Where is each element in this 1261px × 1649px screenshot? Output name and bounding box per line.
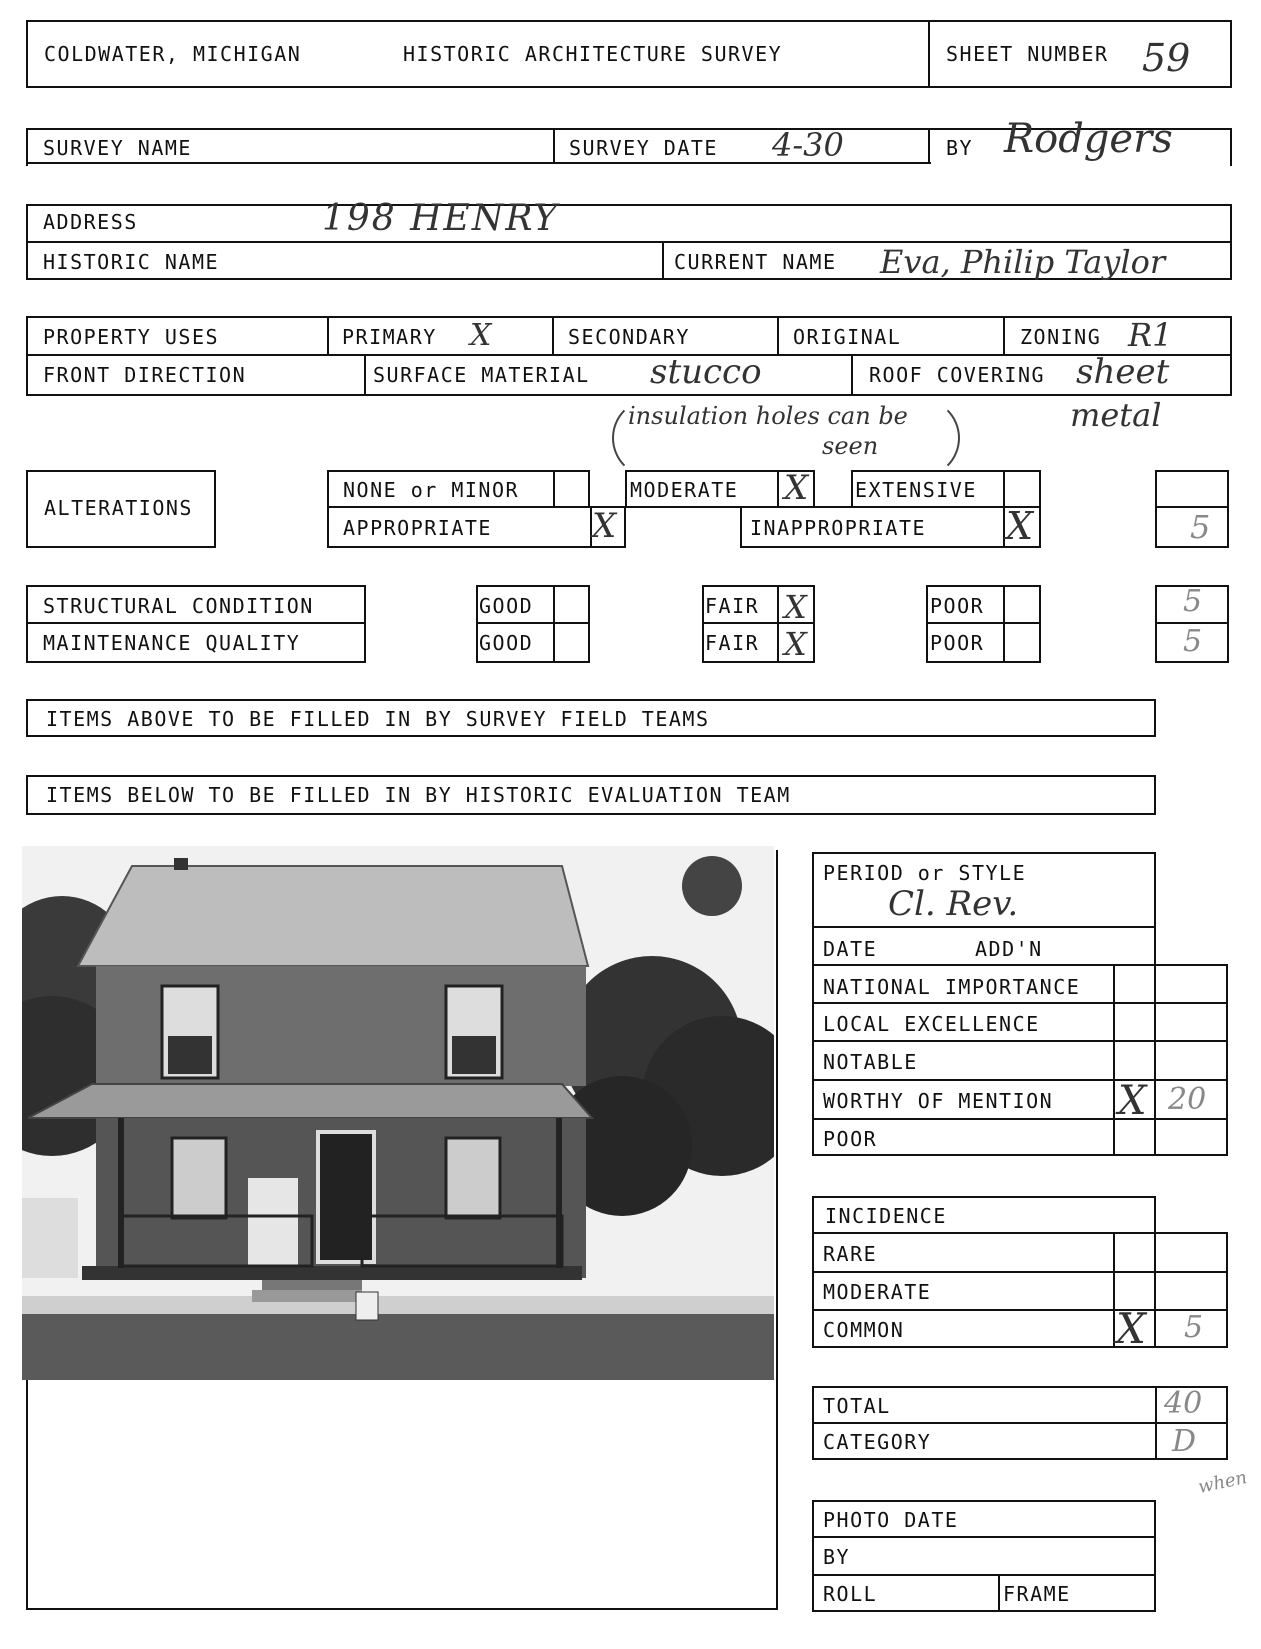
fair-label-2: FAIR [705, 631, 760, 655]
moderate-mark: X [784, 468, 809, 508]
prop-div-3 [777, 316, 779, 354]
structural-score[interactable]: 5 [1183, 584, 1203, 619]
sheet-number-value[interactable]: 59 [1142, 36, 1191, 80]
note-above: ITEMS ABOVE TO BE FILLED IN BY SURVEY FIELD TEAMS [46, 707, 710, 731]
survey-by-label: BY [946, 136, 974, 160]
evaluation-score-column [1155, 964, 1228, 1156]
inc-row-1 [812, 1232, 1228, 1234]
poor-group-divider [926, 622, 1041, 624]
good-checkbox-edge [553, 585, 555, 663]
local-excellence-label: LOCAL EXCELLENCE [823, 1012, 1040, 1036]
front-direction-label: FRONT DIRECTION [43, 363, 247, 387]
evaluation-checkbox-edge [1113, 964, 1115, 1156]
property-uses-label: PROPERTY USES [43, 325, 220, 349]
eval-row-1 [812, 964, 1228, 966]
zoning-label: ZONING [1020, 325, 1102, 349]
secondary-label: SECONDARY [568, 325, 690, 349]
structural-condition-label: STRUCTURAL CONDITION [43, 594, 314, 618]
worthy-score[interactable]: 20 [1168, 1082, 1207, 1117]
totals-score-edge [1155, 1386, 1157, 1460]
common-label: COMMON [823, 1318, 905, 1342]
inc-row-3 [812, 1309, 1228, 1311]
surface-note-line1: insulation holes can be [628, 402, 908, 430]
photo-info-row-1 [812, 1536, 1156, 1538]
header-title: HISTORIC ARCHITECTURE SURVEY [403, 42, 783, 66]
roof-covering-value[interactable]: sheet [1076, 352, 1170, 392]
good-label-1: GOOD [479, 594, 534, 618]
category-side-note: when [1196, 1467, 1249, 1498]
current-name-divider [662, 241, 664, 280]
notable-label: NOTABLE [823, 1050, 918, 1074]
roll-label: ROLL [823, 1582, 878, 1606]
photo-by-label: BY [823, 1545, 851, 1569]
prop-div-2 [552, 316, 554, 354]
incidence-checkbox-edge [1113, 1232, 1115, 1348]
eval-poor-label: POOR [823, 1127, 878, 1151]
poor-label-2: POOR [930, 631, 985, 655]
original-label: ORIGINAL [793, 325, 902, 349]
maintenance-score[interactable]: 5 [1183, 624, 1203, 659]
survey-left-edge [26, 128, 28, 166]
good-label-2: GOOD [479, 631, 534, 655]
roof-covering-label: ROOF COVERING [869, 363, 1046, 387]
extensive-label: EXTENSIVE [855, 478, 977, 502]
eval-date-label: DATE [823, 937, 878, 961]
fair-checkbox-edge [777, 585, 779, 663]
surface-material-label: SURFACE MATERIAL [373, 363, 590, 387]
inappropriate-mark: X [1006, 504, 1034, 548]
poor-label-1: POOR [930, 594, 985, 618]
common-score[interactable]: 5 [1184, 1310, 1204, 1345]
poor-checkbox-edge [1003, 585, 1005, 663]
structural-fair-mark[interactable]: X [784, 588, 807, 626]
address-label: ADDRESS [43, 210, 138, 234]
prop-div-5 [364, 354, 366, 396]
maintenance-fair-mark[interactable]: X [784, 625, 807, 663]
rare-label: RARE [823, 1242, 878, 1266]
survey-date-value[interactable]: 4-30 [772, 126, 844, 164]
appropriate-mark: X [592, 506, 617, 546]
historic-name-label: HISTORIC NAME [43, 250, 220, 274]
incidence-label: INCIDENCE [825, 1204, 947, 1228]
eval-row-2 [812, 1002, 1228, 1004]
extensive-checkbox[interactable] [1003, 470, 1041, 508]
property-divider [26, 354, 1232, 356]
maintenance-quality-label: MAINTENANCE QUALITY [43, 631, 301, 655]
period-style-label: PERIOD or STYLE [823, 861, 1027, 885]
address-value[interactable]: 198 HENRY [322, 198, 560, 239]
header-divider [928, 20, 930, 88]
header-city: COLDWATER, MICHIGAN [44, 42, 302, 66]
survey-by-value[interactable]: Rodgers [1004, 116, 1173, 162]
surface-note-line2: seen [822, 432, 879, 460]
primary-mark[interactable]: X [470, 318, 492, 353]
none-minor-label: NONE or MINOR [343, 478, 520, 502]
worthy-mark[interactable]: X [1118, 1078, 1147, 1124]
eval-row-3 [812, 1040, 1228, 1042]
survey-divider-1 [553, 128, 555, 164]
inc-row-2 [812, 1271, 1228, 1273]
category-value[interactable]: D [1172, 1424, 1197, 1459]
sheet-number-label: SHEET NUMBER [946, 42, 1109, 66]
surface-material-value[interactable]: stucco [650, 352, 762, 392]
worthy-of-mention-label: WORTHY OF MENTION [823, 1089, 1054, 1113]
prop-div-1 [327, 316, 329, 354]
inc-moderate-label: MODERATE [823, 1280, 932, 1304]
national-importance-label: NATIONAL IMPORTANCE [823, 975, 1081, 999]
alterations-score[interactable]: 5 [1190, 508, 1211, 546]
common-mark[interactable]: X [1116, 1304, 1146, 1353]
frame-label: FRAME [1003, 1582, 1071, 1606]
good-group-divider [476, 622, 590, 624]
prop-div-6 [851, 354, 853, 396]
roof-covering-value-2: metal [1070, 396, 1162, 434]
eval-addn-label: ADD'N [975, 937, 1043, 961]
survey-name-label: SURVEY NAME [43, 136, 192, 160]
survey-date-label: SURVEY DATE [569, 136, 718, 160]
total-label: TOTAL [823, 1394, 891, 1418]
fair-label-1: FAIR [705, 594, 760, 618]
house-photo-drawing [22, 846, 774, 1380]
frame-divider [998, 1574, 1000, 1612]
current-name-label: CURRENT NAME [674, 250, 837, 274]
alterations-label: ALTERATIONS [44, 496, 193, 520]
inappropriate-label: INAPPROPRIATE [750, 516, 927, 540]
house-photo [22, 846, 774, 1380]
category-label: CATEGORY [823, 1430, 932, 1454]
prop-div-4 [1003, 316, 1005, 354]
period-style-value[interactable]: Cl. Rev. [888, 884, 1019, 924]
eval-row-4 [812, 1079, 1228, 1081]
totals-divider [812, 1422, 1228, 1424]
total-value[interactable]: 40 [1164, 1386, 1203, 1421]
zoning-value[interactable]: R1 [1128, 316, 1173, 354]
photo-info-row-2 [812, 1574, 1156, 1576]
eval-row-5 [812, 1118, 1228, 1120]
survey-divider-2 [928, 128, 930, 164]
moderate-label: MODERATE [630, 478, 739, 502]
condition-label-divider [26, 622, 366, 624]
survey-right-edge [1230, 128, 1232, 166]
primary-label: PRIMARY [342, 325, 437, 349]
note-below: ITEMS BELOW TO BE FILLED IN BY HISTORIC EVALUATION TEAM [46, 783, 791, 807]
photo-date-label: PHOTO DATE [823, 1508, 959, 1532]
current-name-value[interactable]: Eva, Philip Taylor [880, 243, 1166, 281]
none-minor-checkbox[interactable] [553, 470, 590, 508]
appropriate-label: APPROPRIATE [343, 516, 492, 540]
